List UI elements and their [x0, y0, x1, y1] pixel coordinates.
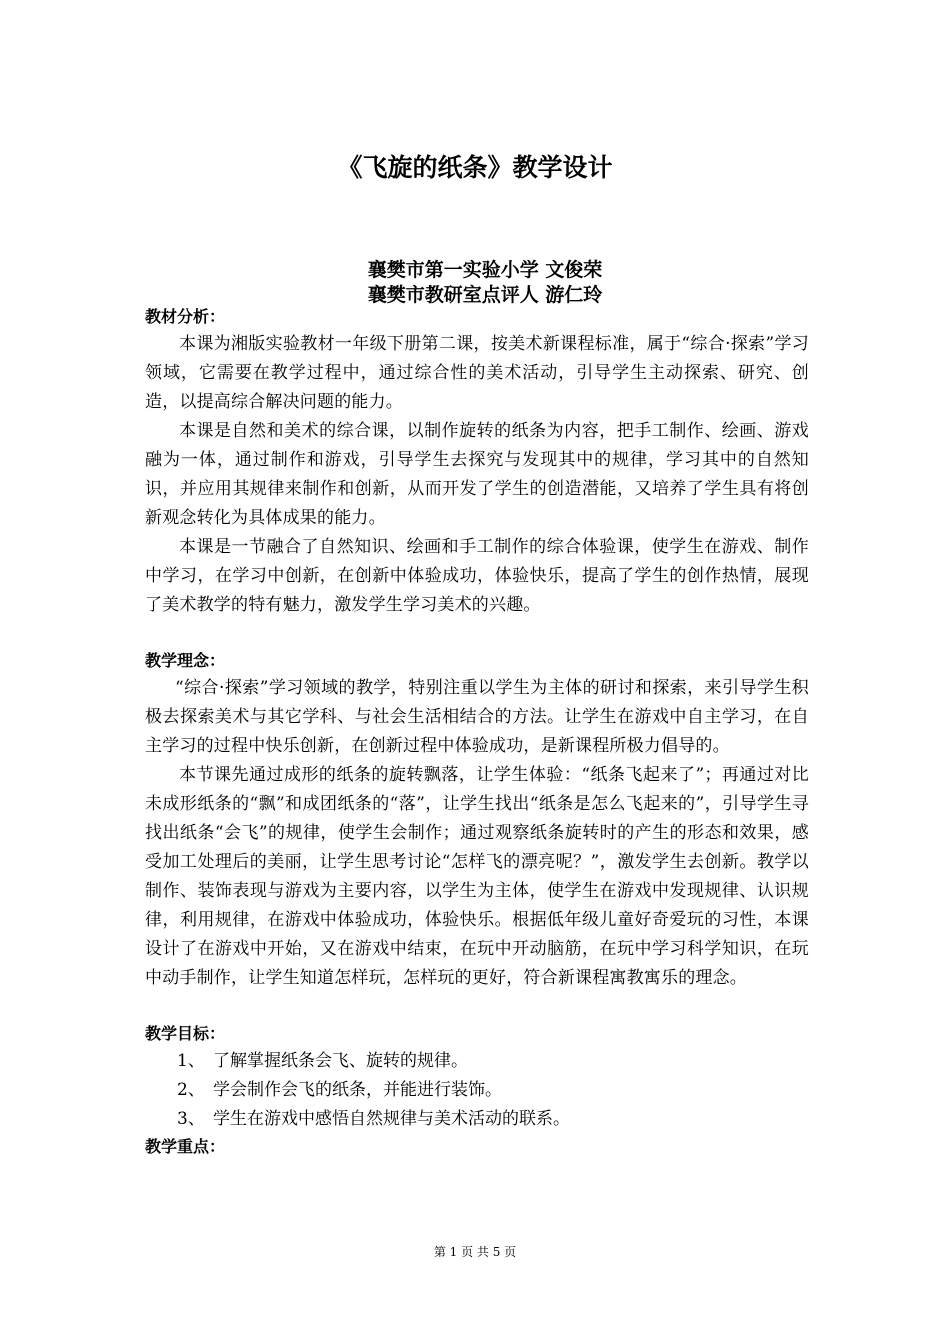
list-number: 1、	[177, 1051, 205, 1071]
list-item	[145, 1076, 809, 1105]
paragraph: 本课是一节融合了自然知识、绘画和手工制作的综合体验课，使学生在游戏、制作中学习，在学习中创新，在创新中体验成功，体验快乐，提高了学生的创作热情，展现了美术教学的特有魅力，激发学生学习美术的兴趣。	[145, 537, 809, 615]
section-heading-goals: 教学目标：	[145, 1024, 226, 1043]
list-item	[145, 1047, 809, 1076]
author-line: 襄樊市第一实验小学 文俊荣	[367, 259, 603, 281]
list-text: 学生在游戏中感悟自然规律与美术活动的联系。	[213, 1109, 570, 1129]
section-heading-key-points: 教学重点：	[145, 1137, 226, 1156]
paragraph: 本节课先通过成形的纸条的旋转飘落，让学生体验：“纸条飞起来了”；再通过对比未成形纸条的“飘”和成团纸条的“落”，让学生找出“纸条是怎么飞起来的”，引导学生寻找出纸条“会飞”的规律，使学生会制作；通过观察纸条旋转时的产生的形态和效果，感受加工处理后的美丽，让学生思考讨论“怎样飞的漂亮呢？”，激发学生去创新。教学以制作、装饰表现与游戏为主要内容，以学生为主体，使学生在游戏中发现规律、认识规律，利用规律，在游戏中体验成功，体验快乐。根据低年级儿童好奇爱玩的习性，本课设计了在游戏中开始，又在游戏中结束，在玩中开动脑筋，在玩中学习科学知识，在玩中动手制作，让学生知道怎样玩，怎样玩的更好，符合新课程寓教寓乐的理念。	[145, 765, 809, 988]
page-footer: 第 1 页 共 5 页	[433, 1245, 517, 1259]
list-item	[145, 1105, 809, 1134]
document-title: 《飞旋的纸条》教学设计	[337, 153, 613, 182]
list-number: 2、	[177, 1080, 205, 1100]
section-heading-philosophy: 教学理念：	[145, 651, 226, 670]
paragraph: 本课为湘版实验教材一年级下册第二课，按美术新课程标准，属于“综合·探索”学习领域，它需要在教学过程中，通过综合性的美术活动，引导学生主动探索、研究、创造，以提高综合解决问题的能力。	[145, 334, 809, 412]
section-heading-analysis: 教材分析：	[145, 307, 226, 326]
list-text: 学会制作会飞的纸条，并能进行装饰。	[213, 1080, 502, 1100]
list-number: 3、	[177, 1109, 205, 1129]
document-body	[145, 304, 809, 1160]
paragraph: “综合·探索”学习领域的教学，特别注重以学生为主体的研讨和探索，来引导学生积极去探索美术与其它学科、与社会生活相结合的方法。让学生在游戏中自主学习，在自主学习的过程中快乐创新，在创新过程中体验成功，是新课程所极力倡导的。	[145, 678, 809, 756]
author-block	[145, 258, 805, 308]
paragraph: 本课是自然和美术的综合课，以制作旋转的纸条为内容，把手工制作、绘画、游戏融为一体，通过制作和游戏，引导学生去探究与发现其中的规律，学习其中的自然知识，并应用其规律来制作和创新，从而开发了学生的创造潜能，又培养了学生具有将创新观念转化为具体成果的能力。	[145, 421, 809, 528]
list-text: 了解掌握纸条会飞、旋转的规律。	[213, 1051, 468, 1071]
reviewer-line: 襄樊市教研室点评人 游仁玲	[367, 284, 603, 306]
